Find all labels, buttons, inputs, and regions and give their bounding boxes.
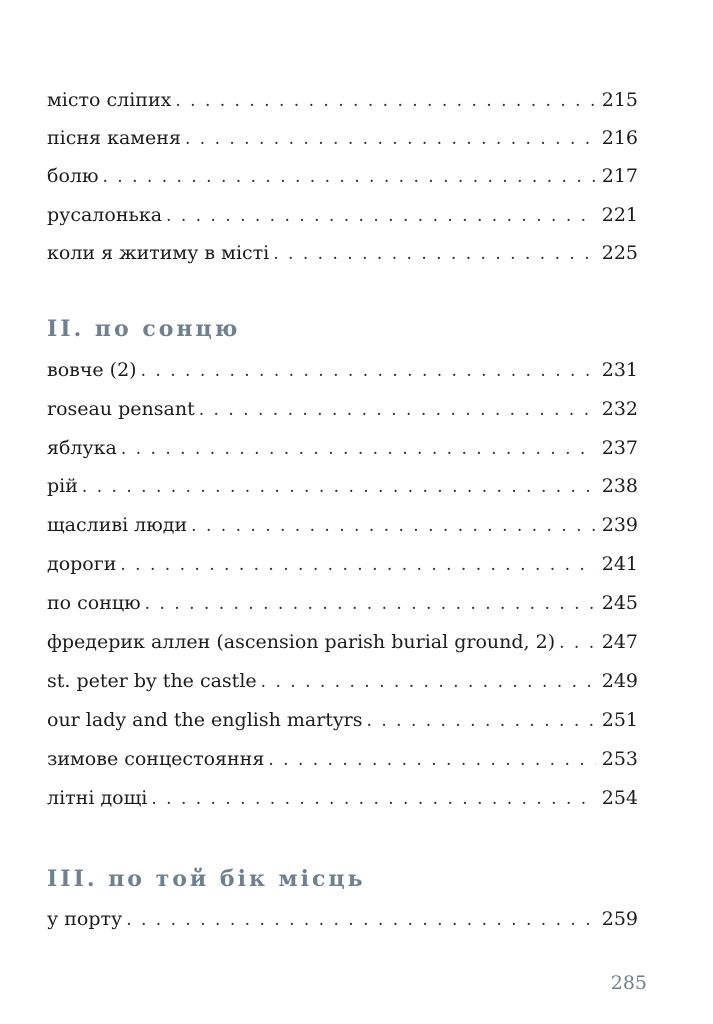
toc-entry-page: 247 — [601, 631, 638, 653]
toc-entry — [47, 705, 638, 735]
dot-leader — [120, 550, 595, 580]
dot-leader — [367, 706, 596, 736]
toc-entry — [47, 238, 638, 268]
dot-leader — [166, 201, 596, 231]
toc-entry-title: roseau pensant — [47, 398, 195, 420]
toc-entry — [47, 355, 638, 385]
page-number: 285 — [610, 972, 647, 994]
toc-entry-title: щасливі люди — [47, 514, 188, 536]
dot-leader — [199, 395, 596, 425]
toc-entry-page: 245 — [601, 592, 638, 614]
toc-entry-title: літні дощі — [47, 787, 148, 809]
dot-leader — [273, 239, 595, 269]
toc-entry — [47, 161, 638, 191]
toc-entry-title: місто сліпих — [47, 89, 172, 111]
toc-entry-page: 217 — [601, 165, 638, 187]
toc-entry — [47, 627, 638, 657]
dot-leader — [121, 434, 596, 464]
toc-entry-title: яблука — [47, 437, 117, 459]
toc-entry-title: рій — [47, 475, 78, 497]
toc-entry — [47, 471, 638, 501]
toc-entry — [47, 394, 638, 424]
toc-entry-title: дороги — [47, 553, 117, 575]
toc-entry-page: 216 — [601, 127, 638, 149]
toc-entry — [47, 510, 638, 540]
dot-leader — [103, 162, 596, 192]
dot-leader — [175, 86, 595, 116]
dot-leader — [126, 905, 596, 935]
dot-leader — [261, 667, 596, 697]
toc-entry-title: фредерик аллен (ascension parish burial ground, 2) — [47, 631, 556, 653]
toc-entry-page: 231 — [601, 359, 638, 381]
toc-entry-title: зимове сонцестояння — [47, 748, 265, 770]
toc-entry-page: 249 — [601, 670, 638, 692]
toc-entry-page: 254 — [601, 787, 638, 809]
toc-entry-page: 259 — [601, 908, 638, 930]
toc-entry-page: 232 — [601, 398, 638, 420]
toc-entry-page: 237 — [601, 437, 638, 459]
toc-entry-title: у порту — [47, 908, 123, 930]
toc-entry-page: 215 — [601, 89, 638, 111]
toc-entry-page: 241 — [601, 553, 638, 575]
dot-leader — [559, 628, 596, 658]
toc-entry-page: 225 — [601, 242, 638, 264]
toc-entry — [47, 123, 638, 153]
toc-entry-title: пісня каменя — [47, 127, 181, 149]
dot-leader — [185, 124, 596, 154]
section-heading: III. по той бік місць — [47, 866, 366, 892]
toc-entry — [47, 783, 638, 813]
toc-entry-page: 253 — [601, 748, 638, 770]
toc-entry-title: коли я житиму в місті — [47, 242, 270, 264]
toc-entry-title: болю — [47, 165, 99, 187]
toc-entry-title: st. peter by the castle — [47, 670, 257, 692]
toc-entry — [47, 744, 638, 774]
toc-entry-page: 238 — [601, 475, 638, 497]
toc-entry-title: русалонька — [47, 204, 163, 226]
toc-entry-page: 221 — [601, 204, 638, 226]
section-heading: II. по сонцю — [47, 316, 241, 342]
toc-entry — [47, 666, 638, 696]
dot-leader — [145, 589, 596, 619]
toc-entry — [47, 588, 638, 618]
toc-entry — [47, 85, 638, 115]
toc-entry — [47, 200, 638, 230]
toc-entry — [47, 549, 638, 579]
toc-entry-title: по сонцю — [47, 592, 141, 614]
toc-entry — [47, 433, 638, 463]
toc-entry-title: вовче (2) — [47, 359, 137, 381]
toc-entry — [47, 904, 638, 934]
dot-leader — [268, 745, 595, 775]
toc-entry-page: 239 — [601, 514, 638, 536]
dot-leader — [151, 784, 595, 814]
toc-entry-page: 251 — [601, 709, 638, 731]
dot-leader — [82, 472, 596, 502]
toc-entry-title: our lady and the english martyrs — [47, 709, 363, 731]
dot-leader — [191, 511, 596, 541]
dot-leader — [141, 356, 596, 386]
